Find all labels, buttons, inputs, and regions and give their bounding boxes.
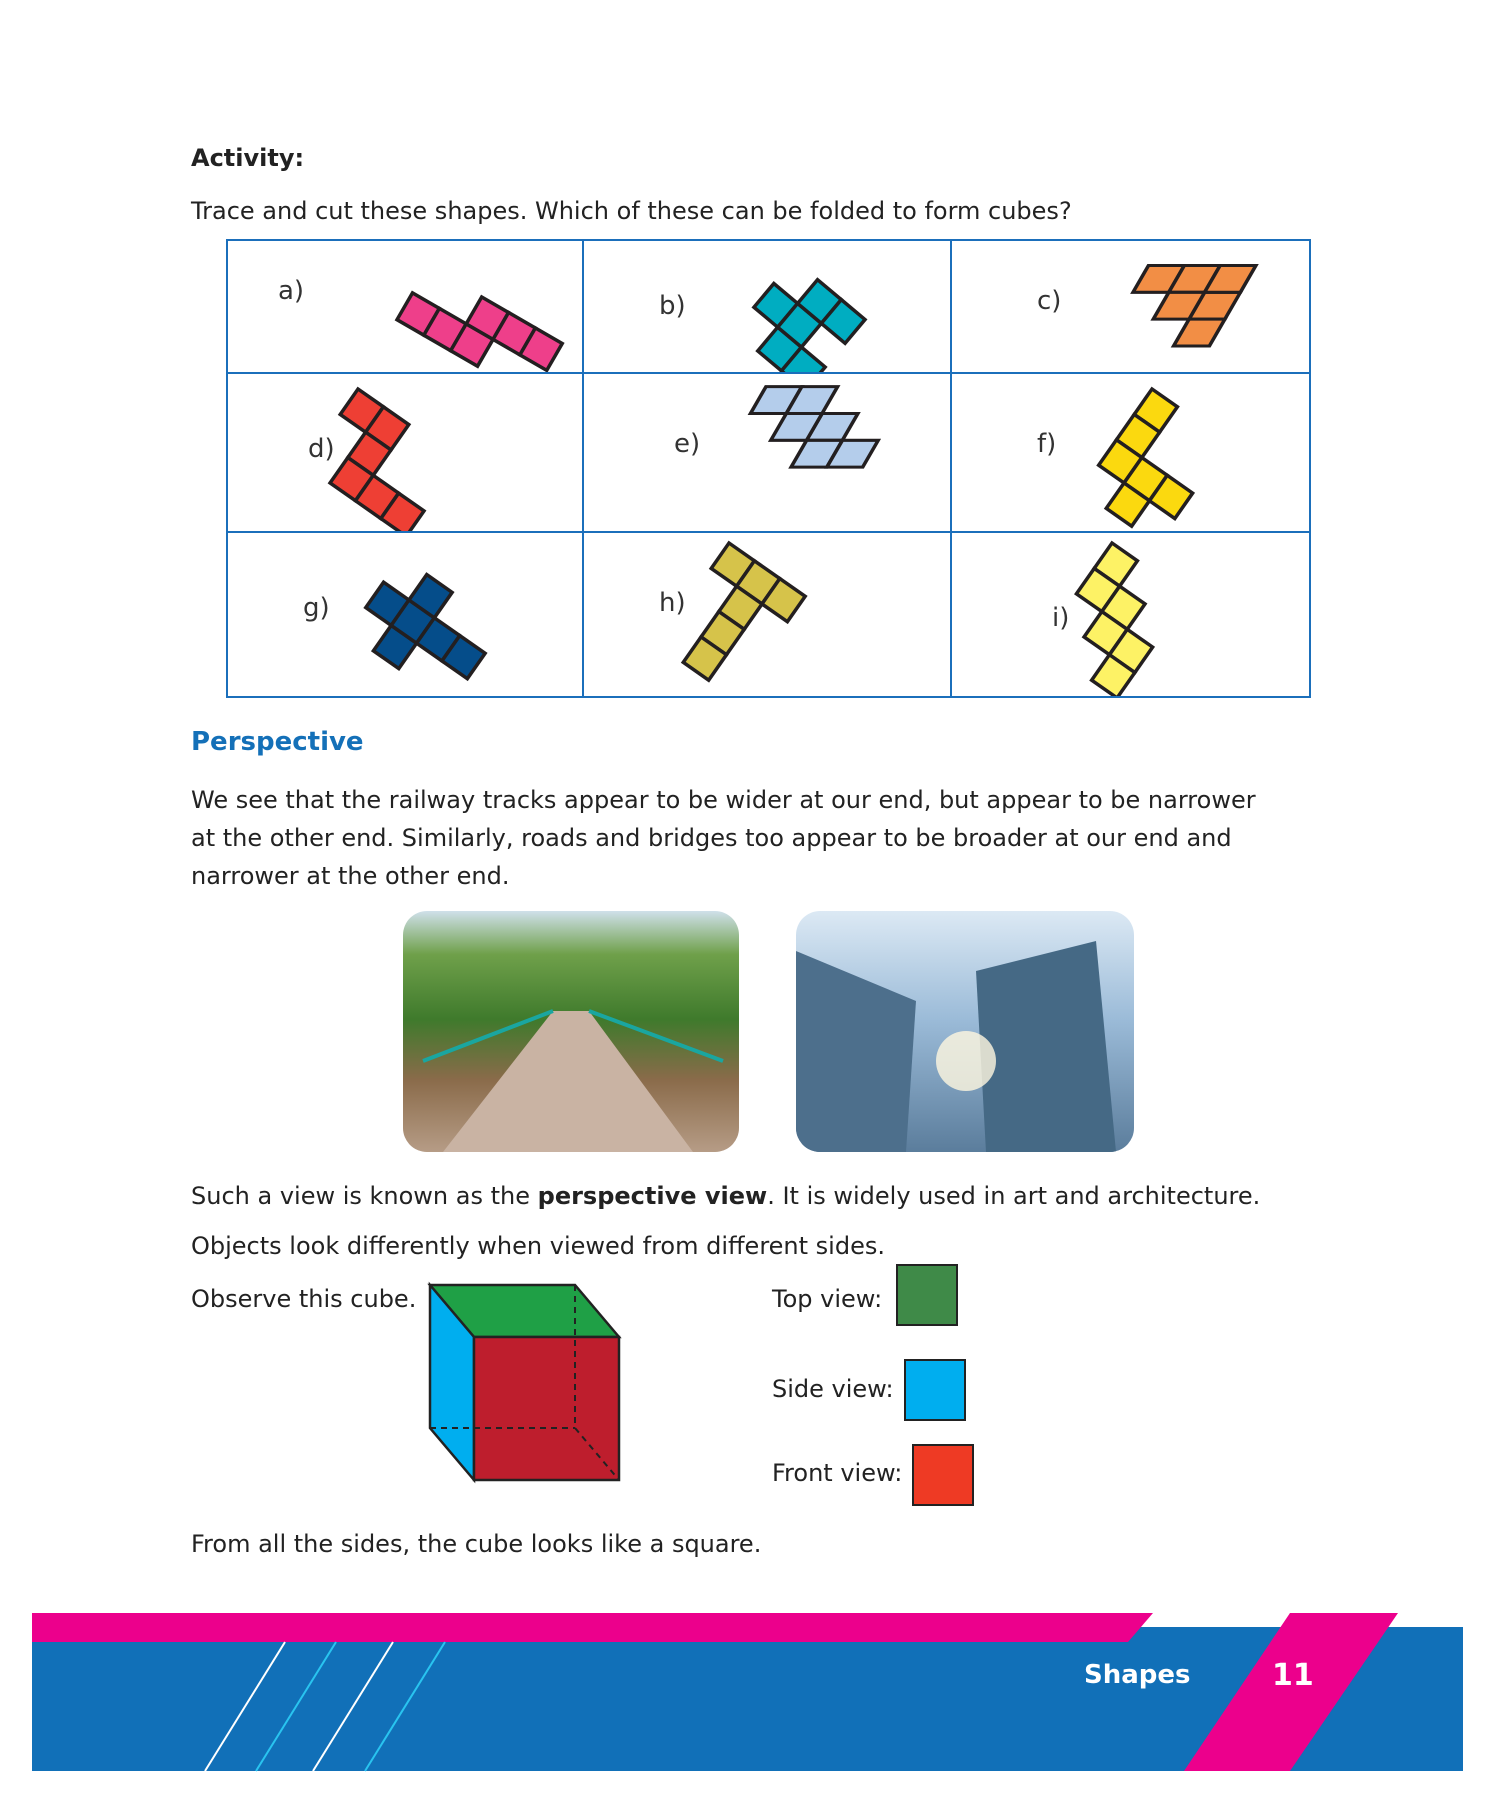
net-label: h) <box>659 588 686 618</box>
perspective-heading: Perspective <box>191 727 364 757</box>
paragraph-line: We see that the railway tracks appear to be wider at our end, but appear to be narrower <box>191 786 1256 814</box>
net-cell-f <box>952 374 1309 533</box>
net-shape <box>584 241 950 372</box>
buildings-illustration <box>796 911 1134 1152</box>
net-square <box>1174 319 1225 346</box>
net-cell-a <box>228 241 584 374</box>
front-view-square <box>912 1444 974 1506</box>
front-view-label: Front view: <box>772 1459 903 1487</box>
net-label: b) <box>659 291 686 321</box>
observe-text: Observe this cube. <box>191 1285 417 1313</box>
top-view-label: Top view: <box>772 1285 883 1313</box>
net-shape <box>584 374 950 531</box>
net-label: a) <box>278 276 305 306</box>
net-label: i) <box>1052 603 1070 633</box>
cube-illustration <box>420 1275 635 1490</box>
net-shape <box>228 374 582 531</box>
net-shape <box>952 533 1309 696</box>
activity-instruction: Trace and cut these shapes. Which of these can be folded to form cubes? <box>191 197 1072 225</box>
net-cell-h <box>584 533 952 696</box>
page-number: 11 <box>1272 1658 1314 1693</box>
net-shape <box>952 374 1309 531</box>
net-shape <box>584 533 950 696</box>
nets-table <box>226 239 1311 698</box>
net-cell-b <box>584 241 952 374</box>
perspective-sentence: Such a view is known as the perspective view. It is widely used in art and architecture. <box>191 1182 1261 1210</box>
net-label: d) <box>308 434 335 464</box>
net-shape <box>228 533 582 696</box>
paragraph-line: narrower at the other end. <box>191 862 510 890</box>
net-shape <box>952 241 1309 372</box>
footer-banner <box>0 1600 1494 1780</box>
perspective-paragraph <box>191 781 1256 895</box>
perspective-view-term: perspective view <box>537 1182 768 1210</box>
net-cell-g <box>228 533 584 696</box>
activity-heading: Activity: <box>191 144 305 172</box>
top-view-square <box>896 1264 958 1326</box>
paragraph-line: at the other end. Similarly, roads and bridges too appear to be broader at our end and <box>191 824 1232 852</box>
net-label: c) <box>1037 286 1062 316</box>
bridge-illustration <box>403 911 739 1152</box>
net-cell-c <box>952 241 1309 374</box>
side-view-square <box>904 1359 966 1421</box>
net-label: g) <box>303 593 330 623</box>
conclusion-text: From all the sides, the cube looks like a square. <box>191 1530 762 1558</box>
chapter-title: Shapes <box>1084 1660 1191 1690</box>
net-label: e) <box>674 429 701 459</box>
buildings-photo <box>796 911 1134 1152</box>
net-label: f) <box>1037 429 1057 459</box>
net-shape <box>228 241 582 372</box>
net-cell-i <box>952 533 1309 696</box>
net-cell-e <box>584 374 952 533</box>
side-view-label: Side view: <box>772 1375 894 1403</box>
objects-text: Objects look differently when viewed from different sides. <box>191 1232 885 1260</box>
net-cell-d <box>228 374 584 533</box>
bridge-photo <box>403 911 739 1152</box>
